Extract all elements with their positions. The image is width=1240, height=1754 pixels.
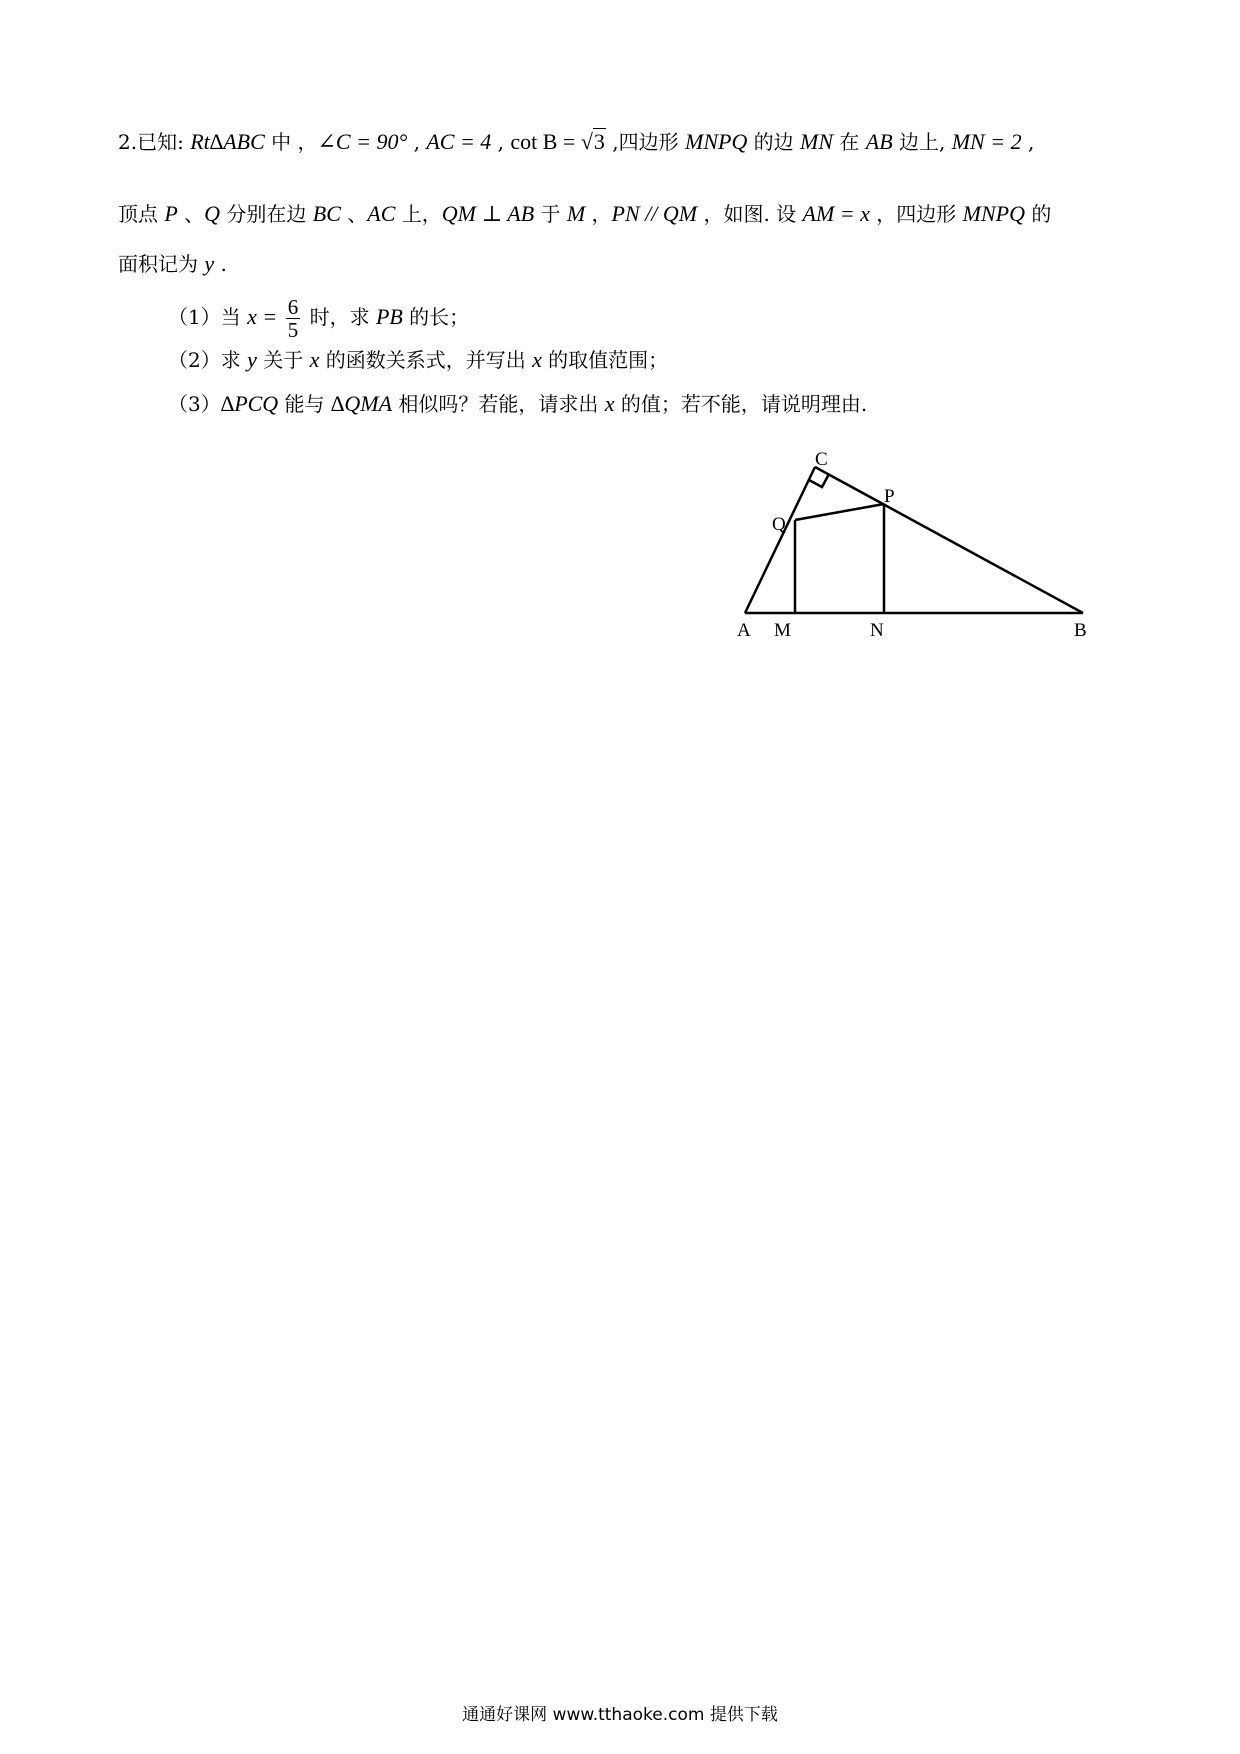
label-p: P (884, 486, 895, 507)
geometry-figure (0, 0, 1240, 700)
sqrt-three: √3 (580, 129, 605, 154)
problem-number: 2. (118, 130, 138, 154)
question-3: （3）∆PCQ 能与 ∆QMA 相似吗？若能，请求出 x 的值；若不能，请说明理由. (168, 391, 868, 416)
label-m: M (774, 620, 791, 641)
am-equals-x: AM = x (802, 201, 870, 226)
qm-perp-ab: QM ⊥ AB (441, 201, 535, 226)
label-q: Q (772, 514, 786, 535)
side-ac (745, 467, 815, 613)
problem-line-3: 面积记为 y . (118, 251, 227, 276)
question-1: （1）当 x = $\frac{6}{5}$ 时，求 PB 的长； (168, 295, 470, 342)
ac-length: AC = 4 (426, 129, 492, 154)
label-c: C (815, 449, 828, 470)
label-a: A (737, 620, 751, 641)
label-n: N (870, 620, 884, 641)
problem-line-2: 顶点 P 、Q 分别在边 BC 、AC 上，QM ⊥ AB 于 M ，PN // QM ，如图. 设 AM = x ，四边形 MNPQ 的 (118, 201, 1052, 226)
footer-credit: 通通好课网 www.tthaoke.com 提供下载 (462, 1705, 778, 1725)
angle-c: ∠C = 90° (317, 129, 408, 154)
mn-length: MN = 2 (951, 129, 1022, 154)
fraction-six-fifths: $\frac{6}{5}$ (287, 295, 299, 342)
label-b: B (1074, 620, 1087, 641)
side-cb (815, 467, 1083, 613)
segment-qp (795, 504, 884, 520)
right-triangle-abc: Rt∆ABC (190, 129, 265, 154)
pn-parallel-qm: PN // QM (611, 201, 698, 226)
question-2: （2）求 y 关于 x 的函数关系式，并写出 x 的取值范围； (168, 347, 669, 372)
cot-b-prefix: cot B = (510, 129, 581, 154)
problem-line-1: 2.已知: Rt∆ABC 中 ，∠C = 90° , AC = 4 , cot B = √3 ,四边形 MNPQ 的边 MN 在 AB 边上, MN = 2 , (118, 129, 1035, 154)
